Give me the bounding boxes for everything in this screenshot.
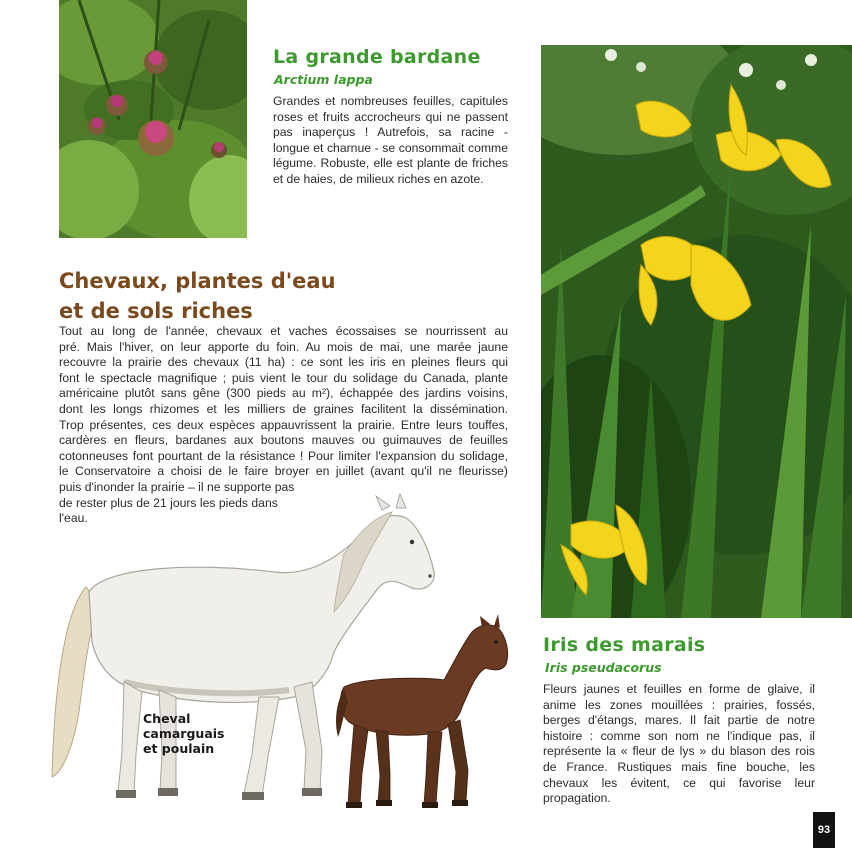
burdock-description: Grandes et nombreuses feuilles, capitules roses et fruits accrocheurs qui ne passent pas inaperçus ! Autrefois, sa racine - longue et charnue - se consommait comme légume. Robuste, elle est plante de friches et de haies, de milieux riches en azote. (273, 94, 508, 186)
burdock-latin-name: Arctium lappa (274, 72, 373, 87)
paragraph-line: cotonneuses font pourtant de la résistance ! Pour limiter l'expansion du solidage, (59, 448, 508, 463)
caption-line: et poulain (143, 741, 215, 756)
illustration-caption (143, 711, 243, 756)
section-title-line: Chevaux, plantes d'eau (59, 269, 336, 293)
section-title (59, 266, 359, 326)
section-title-line: et de sols riches (59, 299, 253, 323)
caption-line: camarguais (143, 726, 225, 741)
foal-drawing (336, 614, 508, 808)
iris-latin-name: Iris pseudacorus (545, 660, 662, 675)
iris-description: Fleurs jaunes et feuilles en forme de glaive, il anime les zones mouillées : prairies, fossés, berges d'étangs, mares. Il fait partie de notre histoire : comme son nom ne l'indique pas, il représente la « fleur de lys » du blason des rois de France. Rustiques mais fine bouche, les chevaux les évitent, ce qui favorise leur propagation. (543, 682, 815, 806)
iris-photo (541, 45, 852, 618)
paragraph-line: pré. Mais l'hiver, on leur apporte du foin. Au mois de mai, une marée jaune (59, 339, 508, 354)
paragraph-line: l'eau. (59, 511, 88, 526)
paragraph-line: recouvre la prairie des chevaux (11 ha) : ce sont les iris en pleines fleurs qui (59, 355, 508, 370)
paragraph-line: Tout au long de l'année, chevaux et vaches écossaises se nourrissent au (59, 324, 508, 338)
burdock-photo (59, 0, 247, 238)
paragraph-line: de rester plus de 21 jours les pieds dans (59, 495, 278, 510)
caption-line: Cheval (143, 711, 191, 726)
paragraph-line: américaine plutôt sans gêne (300 pieds au m²), échappée des jardins voisins, (59, 386, 508, 401)
paragraph-line: le Conservatoire a choisi de le faire broyer en juillet (avant qu'il ne fleurisse) (59, 464, 508, 479)
page-number: 93 (813, 812, 835, 848)
burdock-title: La grande bardane (273, 46, 481, 68)
horse-illustration (44, 492, 514, 812)
paragraph-line: cardères en fleurs, bardanes aux boutons mauves ou guimauves de feuilles (59, 433, 508, 448)
iris-title: Iris des marais (543, 634, 706, 656)
paragraph-line: font le spectacle magnifique ; puis vient le tour du solidage du Canada, plante (59, 370, 508, 385)
paragraph-line: puis d'inonder la prairie – il ne supporte pas (59, 479, 295, 494)
paragraph-line: Trop présentes, ces deux espèces appauvrissent la prairie. Entre leurs touffes, (59, 417, 508, 432)
white-horse-drawing (52, 494, 434, 800)
paragraph-line: dont les longs rhizomes et les milliers de graines facilitent la dissémination. (59, 401, 508, 416)
